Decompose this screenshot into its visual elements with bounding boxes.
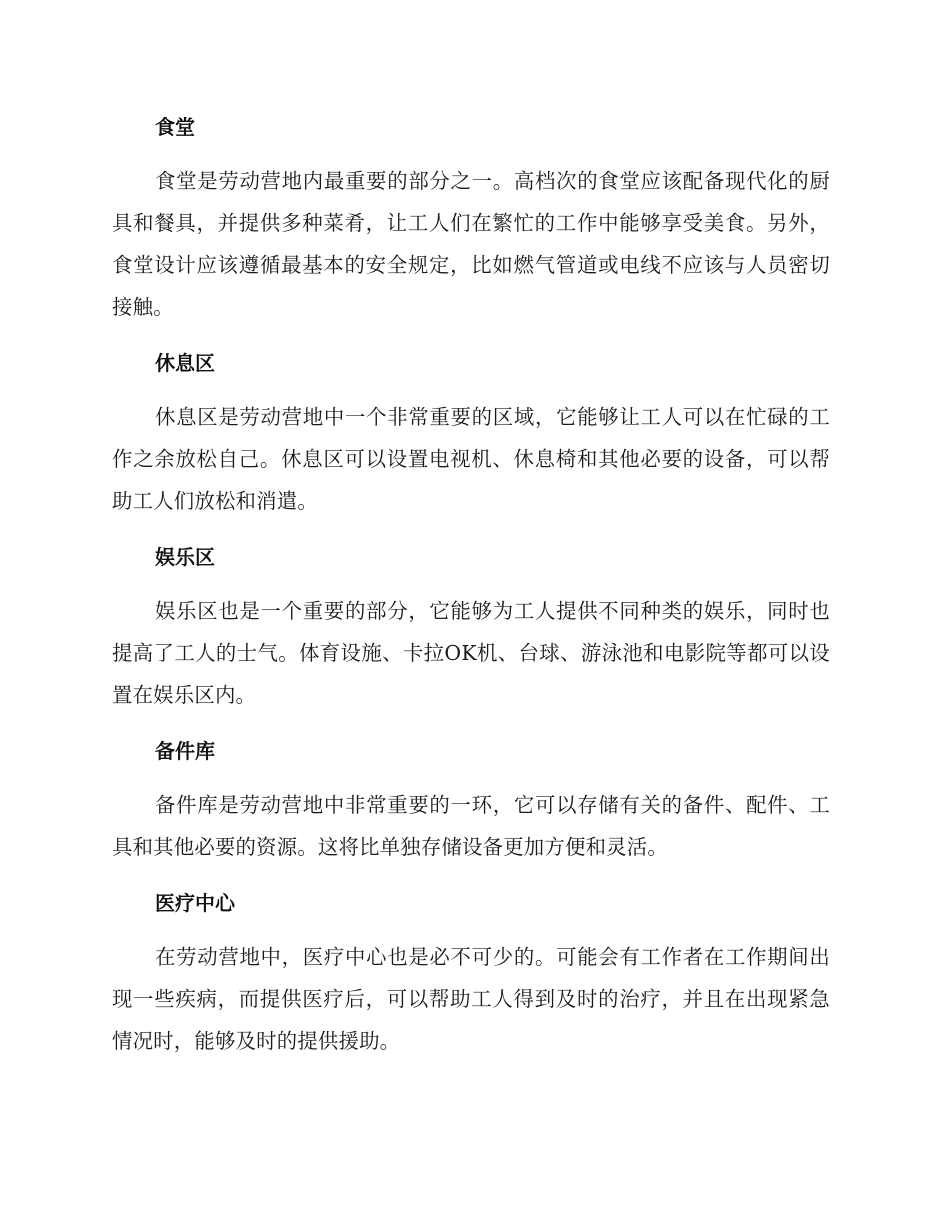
section-body: 休息区是劳动营地中一个非常重要的区域，它能够让工人可以在忙碌的工作之余放松自己。休息区可以设置电视机、休息椅和其他必要的设备，可以帮助工人们放松和消遣。: [112, 405, 830, 513]
section-body: 娱乐区也是一个重要的部分，它能够为工人提供不同种类的娱乐，同时也提高了工人的士气。体育设施、卡拉OK机、台球、游泳池和电影院等都可以设置在娱乐区内。: [112, 599, 830, 707]
section-heading: 医疗中心: [155, 891, 235, 915]
section-entertainment-area: [112, 540, 830, 716]
section-medical-center: [112, 886, 830, 1062]
section-body: 备件库是劳动营地中非常重要的一环，它可以存储有关的备件、配件、工具和其他必要的资源。这将比单独存储设备更加方便和灵活。: [112, 793, 830, 859]
section-spare-parts: [112, 734, 830, 868]
section-body: 在劳动营地中，医疗中心也是必不可少的。可能会有工作者在工作期间出现一些疾病，而提供医疗后，可以帮助工人得到及时的治疗，并且在出现紧急情况时，能够及时的提供援助。: [112, 945, 830, 1053]
section-rest-area: [112, 346, 830, 522]
section-canteen: [112, 110, 830, 328]
section-heading: 休息区: [155, 351, 215, 375]
document-page: [112, 110, 830, 1080]
section-heading: 备件库: [155, 739, 215, 763]
section-heading: 食堂: [155, 115, 195, 139]
section-body: 食堂是劳动营地内最重要的部分之一。高档次的食堂应该配备现代化的厨具和餐具，并提供多种菜肴，让工人们在繁忙的工作中能够享受美食。另外，食堂设计应该遵循最基本的安全规定，比如燃气管道或电线不应该与人员密切接触。: [112, 169, 830, 319]
section-heading: 娱乐区: [155, 545, 215, 569]
